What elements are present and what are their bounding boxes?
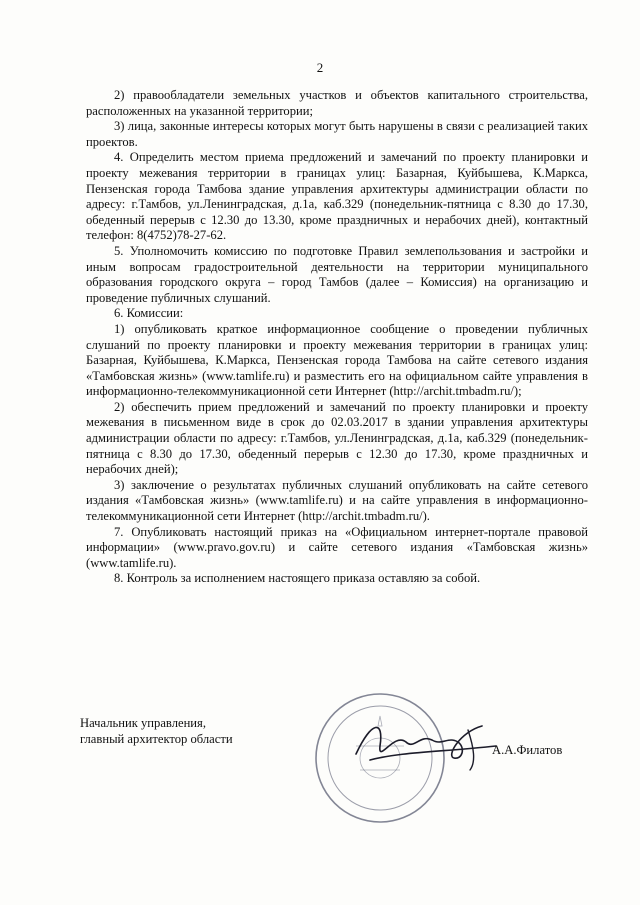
position-line-2: главный архитектор области	[80, 731, 233, 746]
paragraph: 3) лица, законные интересы которых могут быть нарушены в связи с реализацией таких проектов.	[86, 119, 588, 149]
paragraph: 2) правообладатели земельных участков и объектов капитального строительства, расположенных на указанной территории;	[86, 88, 588, 118]
paragraph: 1) опубликовать краткое информационное сообщение о проведении публичных слушаний по проекту планировки и проекту межевания территории в границах улиц: Базарная, Куйбышева, К.Маркса, Пензенская города Тамбова на сайте сетевого издания «Тамбовская жизнь» (www.tamlife.ru) и разместить его на официальном сайте управления в информационно-телекоммуникационной сети Интернет (http://archit.tmbadm.ru/);	[86, 321, 588, 399]
signatory-name: А.А.Филатов	[492, 743, 563, 757]
page-number: 2	[316, 60, 324, 75]
paragraph: 3) заключение о результатах публичных слушаний опубликовать на сайте сетевого издания «Тамбовская жизнь» (www.tamlife.ru) и на сайте управления в информационно-телекоммуникационной сети Интернет (http://archit.tmbadm.ru/).	[86, 477, 588, 524]
document-body	[86, 88, 588, 587]
paragraph: 6. Комиссии:	[114, 306, 184, 321]
paragraph: 8. Контроль за исполнением настоящего приказа оставляю за собой.	[114, 571, 481, 586]
paragraph: 7. Опубликовать настоящий приказ на «Официальном интернет-портале правовой информации» (www.pravo.gov.ru) и сайте сетевого издания «Тамбовская жизнь» (www.tamlife.ru).	[86, 524, 588, 570]
handwritten-signature-icon	[350, 712, 500, 777]
paragraph: 5. Уполномочить комиссию по подготовке Правил землепользования и застройки и иным вопросам градостроительной деятельности на территории муниципального образования городского округа – город Тамбов (далее – Комиссия) на организацию и проведение публичных слушаний.	[86, 243, 588, 305]
signatory-position	[80, 716, 233, 747]
paragraph: 4. Определить местом приема предложений и замечаний по проекту планировки и проекту межевания территории в границах улиц: Базарная, Куйбышева, К.Маркса, Пензенская города Тамбова здание управления архитектуры администрации области по адресу: г.Тамбов, ул.Ленинградская, д.1а, каб.329 (понедельник-пятница с 8.30 до 17.30, обеденный перерыв с 12.30 до 13.30, кроме праздничных и нерабочих дней), контактный телефон: 8(4752)78-27-62.	[86, 150, 588, 243]
paragraph: 2) обеспечить прием предложений и замечаний по проекту планировки и проекту межевания в письменном виде в срок до 02.03.2017 в здании управления архитектуры администрации области по адресу: г.Тамбов, ул.Ленинградская, д.1а, каб.329 (понедельник-пятница с 8.30 до 17.30, обеденный перерыв с 12.30 до 17.30, кроме праздничных и нерабочих дней);	[86, 399, 588, 477]
position-line-1: Начальник управления,	[80, 716, 206, 730]
